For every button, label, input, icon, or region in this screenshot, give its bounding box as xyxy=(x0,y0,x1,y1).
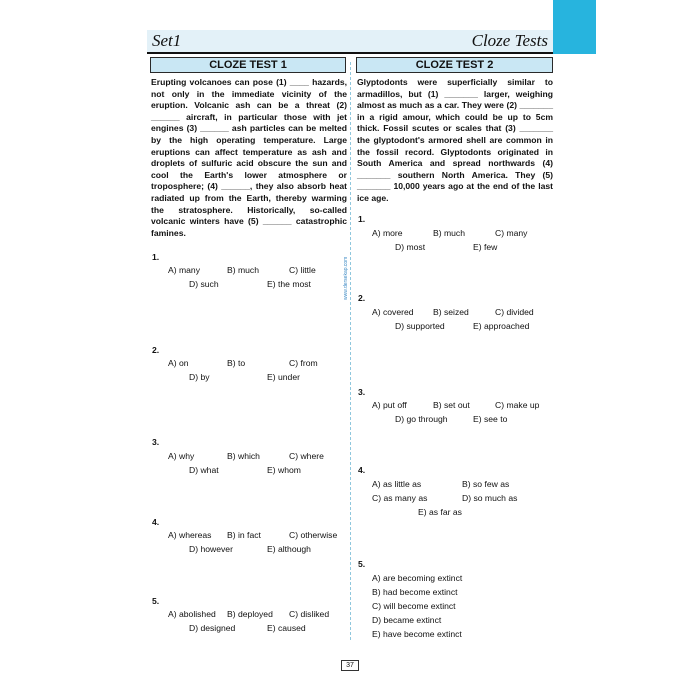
option-a[interactable]: A) covered xyxy=(372,307,414,317)
question-number: 2. xyxy=(358,293,366,303)
cloze-test-2-title: CLOZE TEST 2 xyxy=(356,57,553,73)
option-d[interactable]: D) what xyxy=(189,465,219,475)
page-number: 37 xyxy=(341,660,359,671)
option-c[interactable]: C) little xyxy=(289,265,316,275)
option-e[interactable]: E) although xyxy=(267,544,311,554)
option-a[interactable]: A) whereas xyxy=(168,530,212,540)
option-b[interactable]: B) so few as xyxy=(462,479,510,489)
option-e[interactable]: E) whom xyxy=(267,465,301,475)
watermark: www.dersekap.com xyxy=(343,256,349,300)
option-d[interactable]: D) by xyxy=(189,372,210,382)
option-d[interactable]: D) such xyxy=(189,279,219,289)
option-e[interactable]: E) approached xyxy=(473,321,530,331)
option-e[interactable]: E) the most xyxy=(267,279,311,289)
set-label: Set1 xyxy=(152,31,182,50)
option-a[interactable]: A) many xyxy=(168,265,200,275)
option-d[interactable]: D) so much as xyxy=(462,493,518,503)
option-a[interactable]: A) why xyxy=(168,451,195,461)
question-number: 5. xyxy=(152,596,160,606)
cloze-test-1-passage: Erupting volcanoes can pose (1) ____ hazards, not only in the immediate vicinity of the eruption. Volcanic ash can be a threat (2) ______ aircraft, in particular those with jet engines (3) ______ ash particles can be melted by the high operating temperature. Large eruptions can affect temperature as ash and droplets of sulfuric acid obscure the sun and cool the Earth's lower atmosphere or troposphere; (4) ______, they also absorb heat radiated up from the Earth, thereby warming the stratosphere. Historically, so-called volcanic winters have (5) ______ catastrophic famines. xyxy=(151,77,347,238)
option-c[interactable]: C) as many as xyxy=(372,493,428,503)
option-b[interactable]: B) to xyxy=(227,358,246,368)
option-d[interactable]: D) go through xyxy=(395,414,448,424)
option-a[interactable]: A) on xyxy=(168,358,189,368)
option-c[interactable]: C) many xyxy=(495,228,528,238)
question-number: 3. xyxy=(152,437,160,447)
option-a[interactable]: A) abolished xyxy=(168,609,216,619)
question-number: 2. xyxy=(152,345,160,355)
option-a[interactable]: A) as little as xyxy=(372,479,422,489)
option-d[interactable]: D) became extinct xyxy=(372,615,442,625)
question-number: 3. xyxy=(358,387,366,397)
option-a[interactable]: A) are becoming extinct xyxy=(372,573,463,583)
option-a[interactable]: A) more xyxy=(372,228,403,238)
option-b[interactable]: B) much xyxy=(227,265,259,275)
section-title: Cloze Tests xyxy=(471,31,548,50)
option-c[interactable]: C) make up xyxy=(495,400,540,410)
option-e[interactable]: E) have become extinct xyxy=(372,629,462,639)
question-number: 4. xyxy=(358,465,366,475)
header-rule xyxy=(147,52,553,54)
option-b[interactable]: B) had become extinct xyxy=(372,587,458,597)
option-b[interactable]: B) much xyxy=(433,228,465,238)
option-e[interactable]: E) as far as xyxy=(418,507,462,517)
cloze-test-2-passage: Glyptodonts were superficially similar to armadillos, but (1) _______ larger, weighing almost as much as a car. They were (2) _______ in a rigid amour, which could be up to 5cm thick. Fossil scutes or scales that (3) _______ the glyptodont's armored shell are common in the fossil record. Glyptodonts originated in South America and spread northwards (4) _______ southern North America. They (5) _______ 10,000 years ago at the end of the last ice age. xyxy=(357,77,553,203)
option-d[interactable]: D) most xyxy=(395,242,426,252)
cloze-test-1-title: CLOZE TEST 1 xyxy=(150,57,346,73)
option-e[interactable]: E) under xyxy=(267,372,300,382)
option-d[interactable]: D) however xyxy=(189,544,233,554)
option-b[interactable]: B) deployed xyxy=(227,609,273,619)
option-b[interactable]: B) in fact xyxy=(227,530,261,540)
option-c[interactable]: C) from xyxy=(289,358,318,368)
option-d[interactable]: D) designed xyxy=(189,623,236,633)
option-e[interactable]: E) see to xyxy=(473,414,508,424)
option-c[interactable]: C) where xyxy=(289,451,324,461)
option-b[interactable]: B) set out xyxy=(433,400,470,410)
corner-tab xyxy=(553,0,596,54)
option-d[interactable]: D) supported xyxy=(395,321,445,331)
option-c[interactable]: C) disliked xyxy=(289,609,330,619)
question-number: 1. xyxy=(358,214,366,224)
question-number: 1. xyxy=(152,252,160,262)
option-e[interactable]: E) few xyxy=(473,242,498,252)
column-divider xyxy=(350,62,351,640)
question-number: 4. xyxy=(152,517,160,527)
option-b[interactable]: B) seized xyxy=(433,307,469,317)
option-a[interactable]: A) put off xyxy=(372,400,407,410)
option-c[interactable]: C) divided xyxy=(495,307,534,317)
option-e[interactable]: E) caused xyxy=(267,623,306,633)
option-c[interactable]: C) will become extinct xyxy=(372,601,456,611)
question-number: 5. xyxy=(358,559,366,569)
option-c[interactable]: C) otherwise xyxy=(289,530,338,540)
option-b[interactable]: B) which xyxy=(227,451,260,461)
